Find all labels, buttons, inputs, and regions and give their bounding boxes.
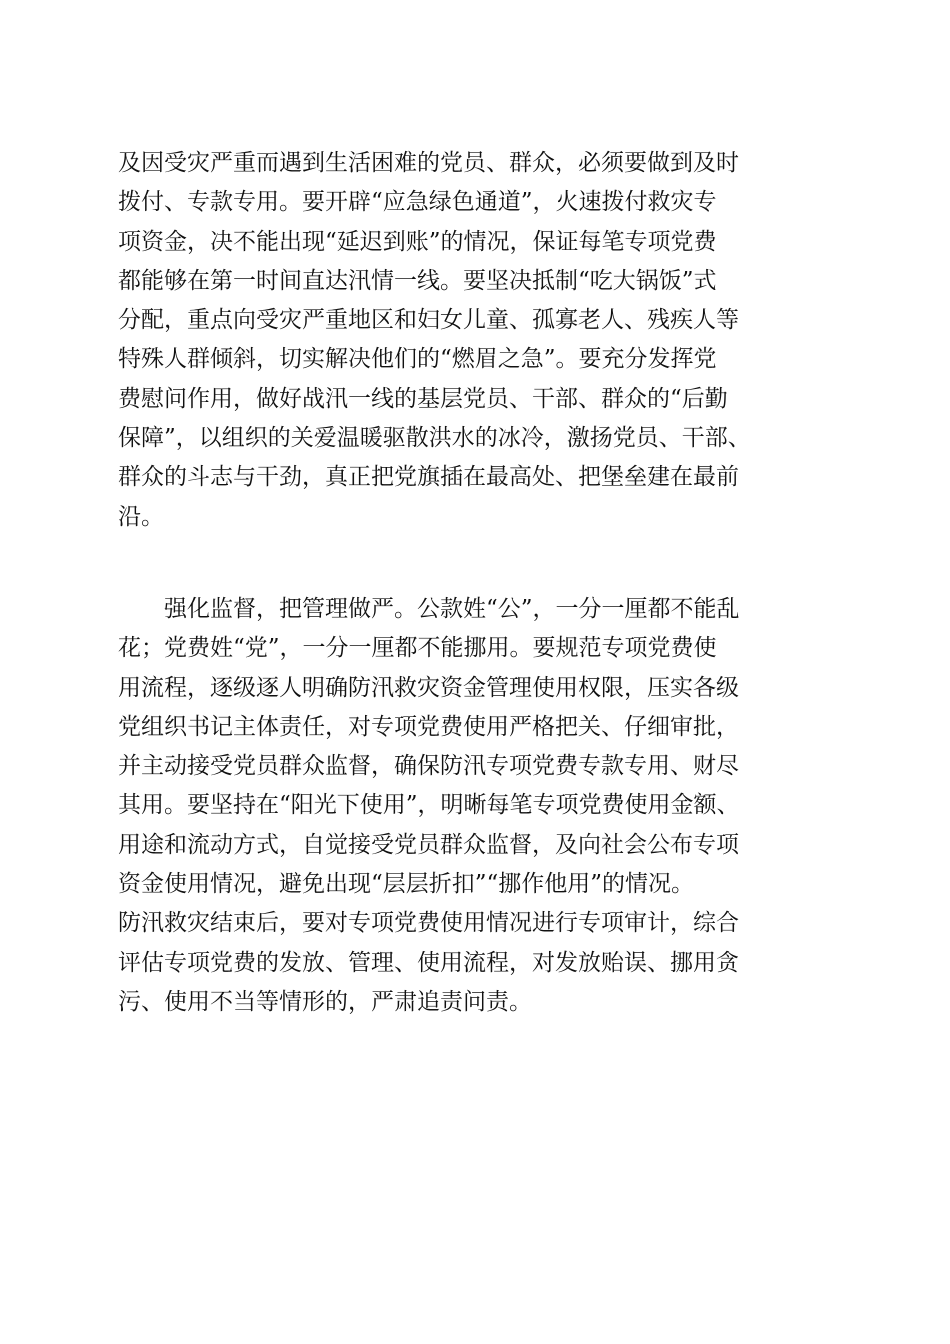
- text-line: 费慰问作用，做好战汛一线的基层党员、干部、群众的“后勤: [118, 385, 728, 412]
- text-line: 项资金，决不能出现“延迟到账”的情况，保证每笔专项党费: [118, 228, 717, 255]
- text-line: 拨付、专款专用。要开辟“应急绿色通道”，火速拨付救灾专: [118, 189, 717, 216]
- text-line: 其用。要坚持在“阳光下使用”，明晰每笔专项党费使用金额、: [118, 792, 740, 819]
- text-line: 资金使用情况，避免出现“层层折扣”“挪作他用”的情况。: [118, 871, 695, 898]
- text-line: 分配，重点向受灾严重地区和妇女儿童、孤寡老人、残疾人等: [118, 307, 739, 334]
- text-line: 特殊人群倾斜，切实解决他们的“燃眉之急”。要充分发挥党: [118, 346, 717, 373]
- paragraph-2: [118, 590, 858, 1022]
- text-line: 及因受灾严重而遇到生活困难的党员、群众，必须要做到及时: [118, 150, 739, 176]
- text-line: 并主动接受党员群众监督，确保防汛专项党费专款专用、财尽: [118, 753, 739, 780]
- text-line: 党组织书记主体责任，对专项党费使用严格把关、仔细审批，: [118, 713, 739, 740]
- text-line: 强化监督，把管理做严。公款姓“公”，一分一厘都不能乱: [118, 596, 740, 622]
- text-line: 污、使用不当等情形的，严肃追责问责。: [118, 988, 532, 1015]
- text-line: 用途和流动方式，自觉接受党员群众监督，及向社会公布专项: [118, 831, 739, 858]
- text-line: 保障”，以组织的关爱温暖驱散洪水的冰冷，激扬党员、干部、: [118, 425, 751, 452]
- text-line: 用流程，逐级逐人明确防汛救灾资金管理使用权限，压实各级: [118, 674, 739, 701]
- text-line: 沿。: [118, 503, 164, 530]
- text-line: 都能够在第一时间直达汛情一线。要坚决抵制“吃大锅饭”式: [118, 267, 717, 294]
- text-line: 评估专项党费的发放、管理、使用流程，对发放贻误、挪用贪: [118, 949, 739, 976]
- text-line: 花；党费姓“党”，一分一厘都不能挪用。要规范专项党费使: [118, 635, 717, 662]
- paragraph-1: [118, 144, 858, 537]
- text-line: 群众的斗志与干劲，真正把党旗插在最高处、把堡垒建在最前: [118, 464, 739, 491]
- text-line: 防汛救灾结束后，要对专项党费使用情况进行专项审计，综合: [118, 910, 739, 937]
